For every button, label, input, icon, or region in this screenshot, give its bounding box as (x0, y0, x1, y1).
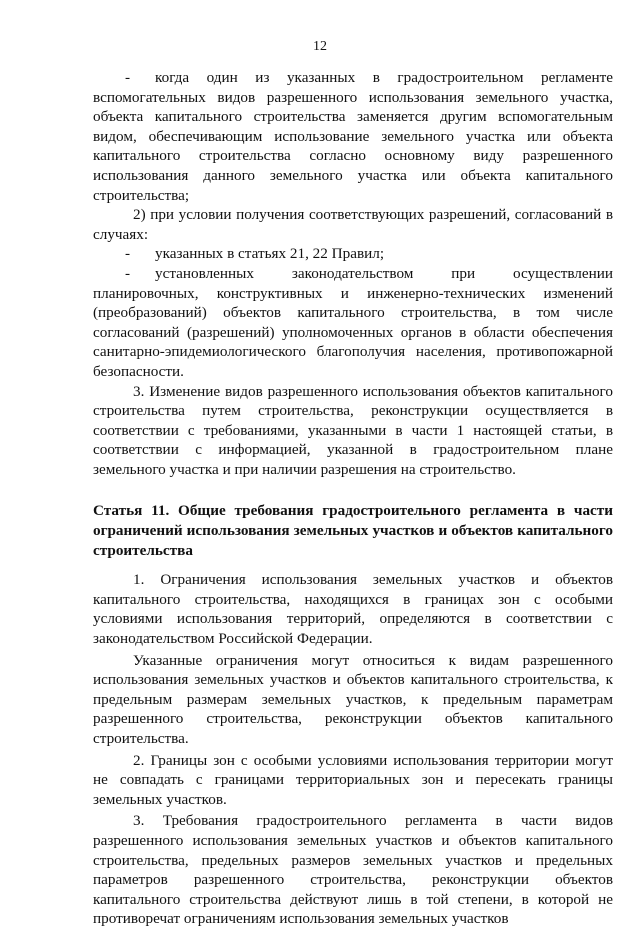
paragraph: 2) при условии получения соответствующих разрешений, согласований в случаях: (93, 206, 613, 243)
paragraph: 3. Изменение видов разрешенного использования объектов капитального строительства путем строительства, реконструкции осуществляется в соответствии с требованиями, указанными в части 1 настоящей статьи, в соответствии с информацией, указанной в градостроительном плане земельного участка и при наличии разрешения на строительство. (93, 382, 613, 478)
page-content (93, 68, 613, 929)
page-number: 12 (313, 39, 327, 54)
paragraph: 2. Границы зон с особыми условиями использования территории могут не совпадать с границами территориальных зон и пересекать границы земельных участков. (93, 751, 613, 808)
paragraph-text: установленных законодательством при осуществлении планировочных, конструктивных и инженерно-технических изменений (преобразований) объектов капитального строительства, в том числе согласований (разрешений) уполномоченных органов в области обеспечения санитарно-эпидемиологического благополучия населения, противопожарной безопасности. (93, 264, 613, 380)
dash-marker: - (125, 69, 131, 86)
dash-marker: - (125, 245, 131, 263)
list-item-dash (93, 264, 613, 382)
paragraph-text: когда один из указанных в градостроительном регламенте вспомогательных видов разрешенного использования земельного участка, объекта капитального строительства заменяется другим вспомогательным видом, обеспечивающим использование земельного участка или объекта капитального строительства согласно основному виду разрешенного использования данного земельного участка или объекта капитального строительства; (93, 69, 613, 204)
paragraph: Указанные ограничения могут относиться к видам разрешенного использования земельных участков и объектов капитального строительства, к предельным размерам земельных участков, к предельным параметрам разрешенного строительства, реконструкции объектов капитального строительства. (93, 651, 613, 747)
list-item-dash (93, 244, 613, 264)
dash-marker: - (125, 264, 131, 282)
article-heading: Статья 11. Общие требования градостроительного регламента в части ограничений использования земельных участков и объектов капитального строительства (93, 502, 613, 559)
paragraph: 3. Требования градостроительного регламента в части видов разрешенного использования земельных участков и объектов капитального строительства, предельных размеров земельных участков и предельных параметров разрешенного строительства, реконструкции объектов капитального строительства действуют лишь в той степени, в которой не противоречат ограничениям использования земельных участков (93, 812, 613, 928)
paragraph: 1. Ограничения использования земельных участков и объектов капитального строительства, находящихся в границах зон с особыми условиями использования территорий, определяются в соответствии с законодательством Российской Федерации. (93, 571, 613, 648)
list-item-dash (93, 68, 613, 205)
paragraph-text: указанных в статьях 21, 22 Правил; (155, 245, 385, 263)
